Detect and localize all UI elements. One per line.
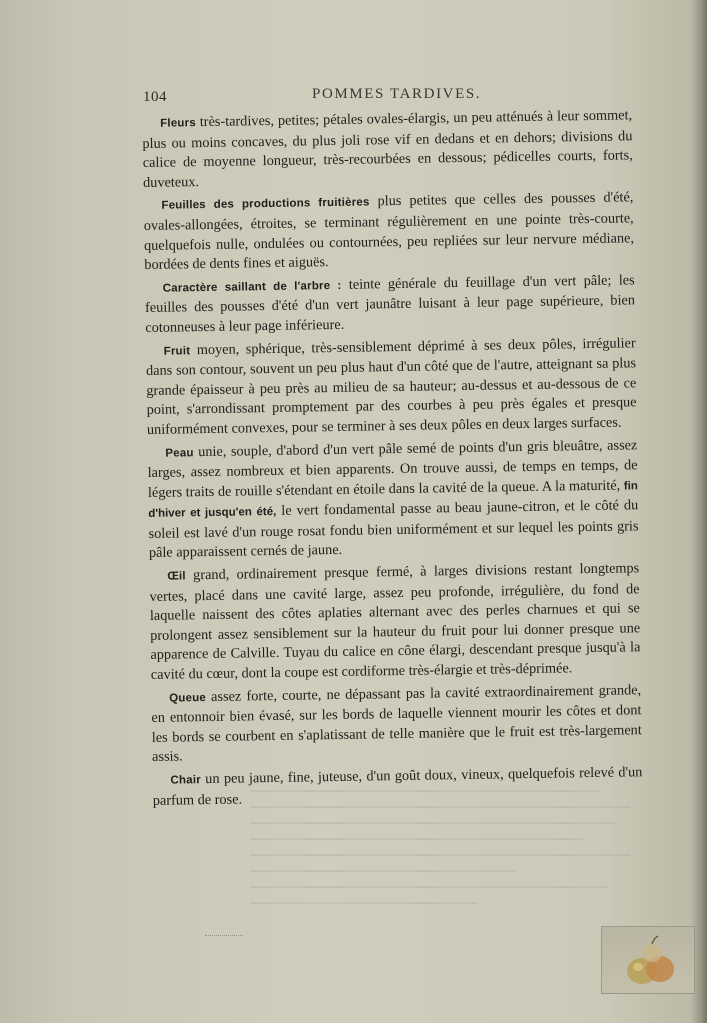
running-head: POMMES TARDIVES. — [312, 86, 482, 102]
paragraph-feuilles — [143, 189, 634, 276]
page-gutter-shadow — [691, 0, 707, 1023]
paragraph-lead: Fleurs — [160, 117, 196, 130]
paragraph-peau — [147, 436, 639, 564]
paragraph-lead: Peau — [165, 446, 194, 460]
paragraph-lead: Œil — [167, 570, 186, 583]
paragraph-body: très-tardives, petites; pétales ovales-élargis, un peu atténués à leur sommet, plus ou moins concaves, du plus joli rose vif en dedans et en dehors; divisions du calice de moyenne longueur, très-recourbées en dessous; pédicelles courts, forts, duveteux. — [142, 107, 633, 191]
paragraph-emphasis: fin d'hiver et jusqu'en été, — [148, 479, 638, 521]
paragraph-body: un peu jaune, fine, juteuse, d'un goût doux, vineux, quelquefois relevé d'un parfum de rose. — [152, 764, 643, 809]
paragraph-lead: Queue — [169, 691, 207, 705]
paragraph-body: le vert fondamental passe au beau jaune-citron, et le côté du soleil est lavé d'un rouge rosat fondu bien uniformément et sur lequel les points gris pâle apparaissent cernés de jaune. — [148, 497, 639, 562]
paragraph-lead: Feuilles des productions fruitières — [161, 196, 370, 213]
apple-illustration-icon — [602, 927, 694, 993]
paragraph-fleurs — [142, 106, 633, 193]
apple-illustration-icon — [601, 926, 695, 994]
paragraph-lead: Caractère saillant de l'arbre : — [162, 279, 342, 295]
paragraph-body: teinte générale du feuillage d'un vert pâle; les feuilles des pousses d'été d'un vert jaunâtre luisant à leur page supérieure, bien cotonneuses à leur page inférieure. — [144, 272, 636, 336]
reverse-side-show-through — [250, 790, 630, 920]
paragraph-lead: Fruit — [163, 344, 191, 358]
description-text — [142, 106, 643, 814]
paragraph-lead: Chair — [170, 774, 201, 787]
page-number: 104 — [143, 89, 167, 105]
paragraph-body: grand, ordinairement presque fermé, à larges divisions restant longtemps vertes, placé dans une cavité large, assez peu profonde, irrégulière, du fond de laquelle naissent des côtes aplaties alternant avec des perles charnues et qui se prolongent assez sensiblement sur la hauteur du fruit pour lui donner presque une apparence de Calville. Tuyau du calice en cône élargi, descendant presque jusqu'à la cavité du cœur, dont la coupe est cordiforme très-élargie et très-déprimée. — [149, 560, 641, 683]
paragraph-oeil — [149, 559, 641, 685]
paragraph-body: unie, souple, d'abord d'un vert pâle semé de points d'un gris bleuâtre, assez larges, assez nombreux et bien apparents. On trouve aussi, de temps en temps, de légers traits de rouille s'étendant en étoile dans la cavité de la queue. A la maturité, — [147, 436, 638, 501]
stray-ink-mark — [205, 935, 243, 939]
paragraph-fruit — [146, 334, 637, 441]
paragraph-body: assez forte, courte, ne dépassant pas la cavité extraordinairement grande, en entonnoir bien évasé, sur les bords de laquelle viennent mourir les côtes et dont les bords se courbent en s'aplatissant de telle manière que le fruit est très-largement assis. — [151, 681, 642, 766]
paragraph-body: moyen, sphérique, très-sensiblement déprimé à ses deux pôles, irrégulier dans son contour, souvent un peu plus haut d'un côté que de l'autre, atteignant sa plus grande épaisseur à peu près au milieu de sa hauteur; au-dessus et au-dessous de ce point, s'arrondissant promptement par des courbes à peu près égales et presque uniformément convexes, pour se terminer à ses deux pôles en deux larges surfaces. — [145, 334, 637, 438]
paragraph-body: plus petites que celles des pousses d'été, ovales-allongées, étroites, se terminant régulièrement en une pointe très-courte, quelquefois nulle, ondulées ou contournées, peu repliées sur leur nervure médiane, bordées de dents fines et aiguës. — [143, 189, 635, 274]
paragraph-queue — [151, 681, 642, 768]
paragraph-caractere — [145, 271, 636, 338]
